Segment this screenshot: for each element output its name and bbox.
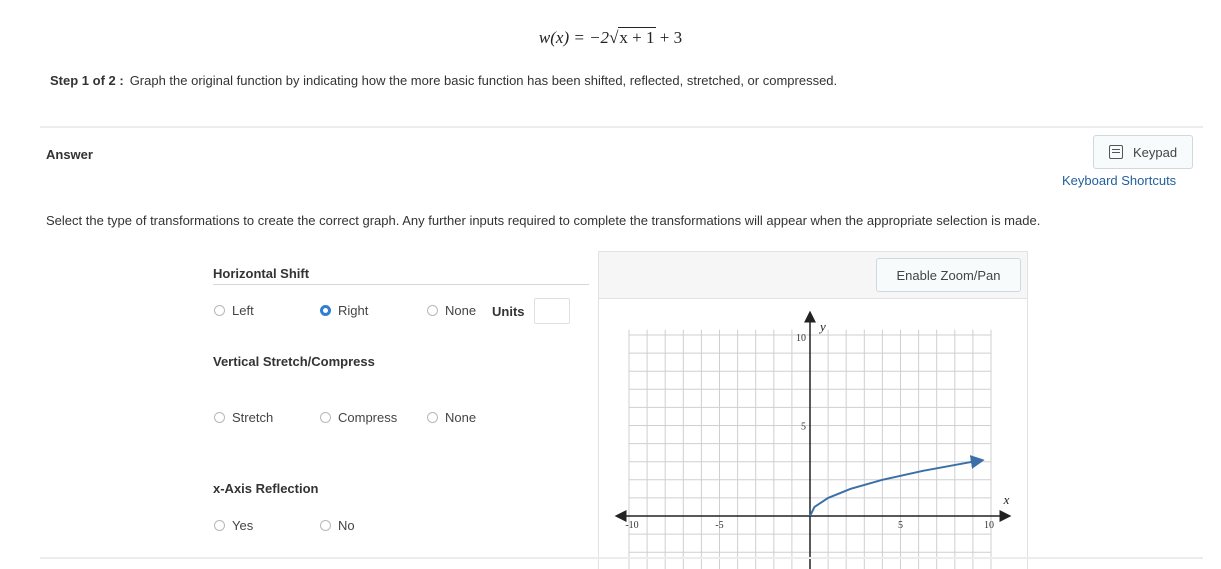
radio-right-label: Right — [338, 303, 369, 318]
x-axis-label: x — [1003, 492, 1010, 507]
graph-axes — [617, 313, 1010, 569]
radio-stretch-label: Stretch — [232, 410, 274, 425]
radical-sign: √ — [609, 28, 619, 47]
bottom-divider — [40, 557, 1203, 559]
keypad-label: Keypad — [1132, 144, 1178, 160]
radio-vstretch-none-label: None — [445, 410, 477, 425]
vertical-stretch-title: Vertical Stretch/Compress — [213, 354, 375, 369]
keyboard-shortcuts-link[interactable]: Keyboard Shortcuts — [1062, 173, 1177, 188]
units-input[interactable] — [534, 298, 570, 324]
section-divider — [40, 126, 1203, 128]
radio-no-label: No — [338, 518, 355, 533]
tick-label-x-neg10: -10 — [625, 520, 639, 531]
radio-hshift-none-label: None — [445, 303, 477, 318]
function-curve — [810, 460, 982, 516]
radio-stretch-circle[interactable] — [214, 412, 225, 423]
radio-yes-circle[interactable] — [214, 520, 225, 531]
formula-radicand: x + 1 — [619, 28, 655, 47]
tick-label-y-10: 10 — [796, 333, 806, 344]
formula-tail: + 3 — [655, 28, 683, 47]
calculator-icon — [1109, 145, 1123, 159]
radio-yes-label: Yes — [232, 518, 254, 533]
radio-left-label: Left — [232, 303, 254, 318]
answer-label: Answer — [46, 147, 93, 162]
step-instruction — [50, 73, 837, 88]
step-label: Step 1 of 2 : — [50, 73, 124, 88]
horizontal-shift-title: Horizontal Shift — [213, 266, 310, 281]
radio-vstretch-none[interactable] — [427, 410, 476, 425]
radio-no-circle[interactable] — [320, 520, 331, 531]
units-label: Units — [492, 304, 525, 319]
radio-compress-circle[interactable] — [320, 412, 331, 423]
curve-path — [810, 460, 982, 516]
x-reflection-title: x-Axis Reflection — [213, 481, 319, 496]
keypad-button[interactable] — [1093, 135, 1193, 169]
radio-left[interactable] — [214, 303, 254, 318]
radio-right-circle[interactable] — [320, 305, 331, 316]
function-formula — [0, 28, 1221, 48]
tick-label-y-5: 5 — [801, 421, 806, 433]
formula-lhs: w(x) = −2 — [538, 28, 610, 47]
tick-label-x-10: 10 — [984, 520, 994, 531]
radio-compress[interactable] — [320, 410, 397, 425]
step-text: Graph the original function by indicating how the more basic function has been shifted, reflected, stretched, or compressed. — [129, 73, 838, 88]
radio-yes[interactable] — [214, 518, 253, 533]
radio-vstretch-none-circle[interactable] — [427, 412, 438, 423]
y-axis-label: y — [820, 319, 826, 334]
radio-compress-label: Compress — [338, 410, 398, 425]
radio-stretch[interactable] — [214, 410, 273, 425]
radio-hshift-none[interactable] — [427, 303, 476, 318]
radio-right[interactable] — [320, 303, 368, 318]
tick-label-x-neg5: -5 — [715, 520, 724, 531]
radio-left-circle[interactable] — [214, 305, 225, 316]
horizontal-shift-underline — [213, 284, 589, 285]
tick-label-x-5: 5 — [898, 520, 903, 531]
instructions-text: Select the type of transformations to create the correct graph. Any further inputs required to complete the transformations will appear when the appropriate selection is made. — [46, 213, 1041, 228]
radio-no[interactable] — [320, 518, 355, 533]
enable-zoom-pan-button[interactable]: Enable Zoom/Pan — [876, 258, 1021, 292]
radio-hshift-none-circle[interactable] — [427, 305, 438, 316]
graph-canvas[interactable] — [598, 298, 1028, 569]
